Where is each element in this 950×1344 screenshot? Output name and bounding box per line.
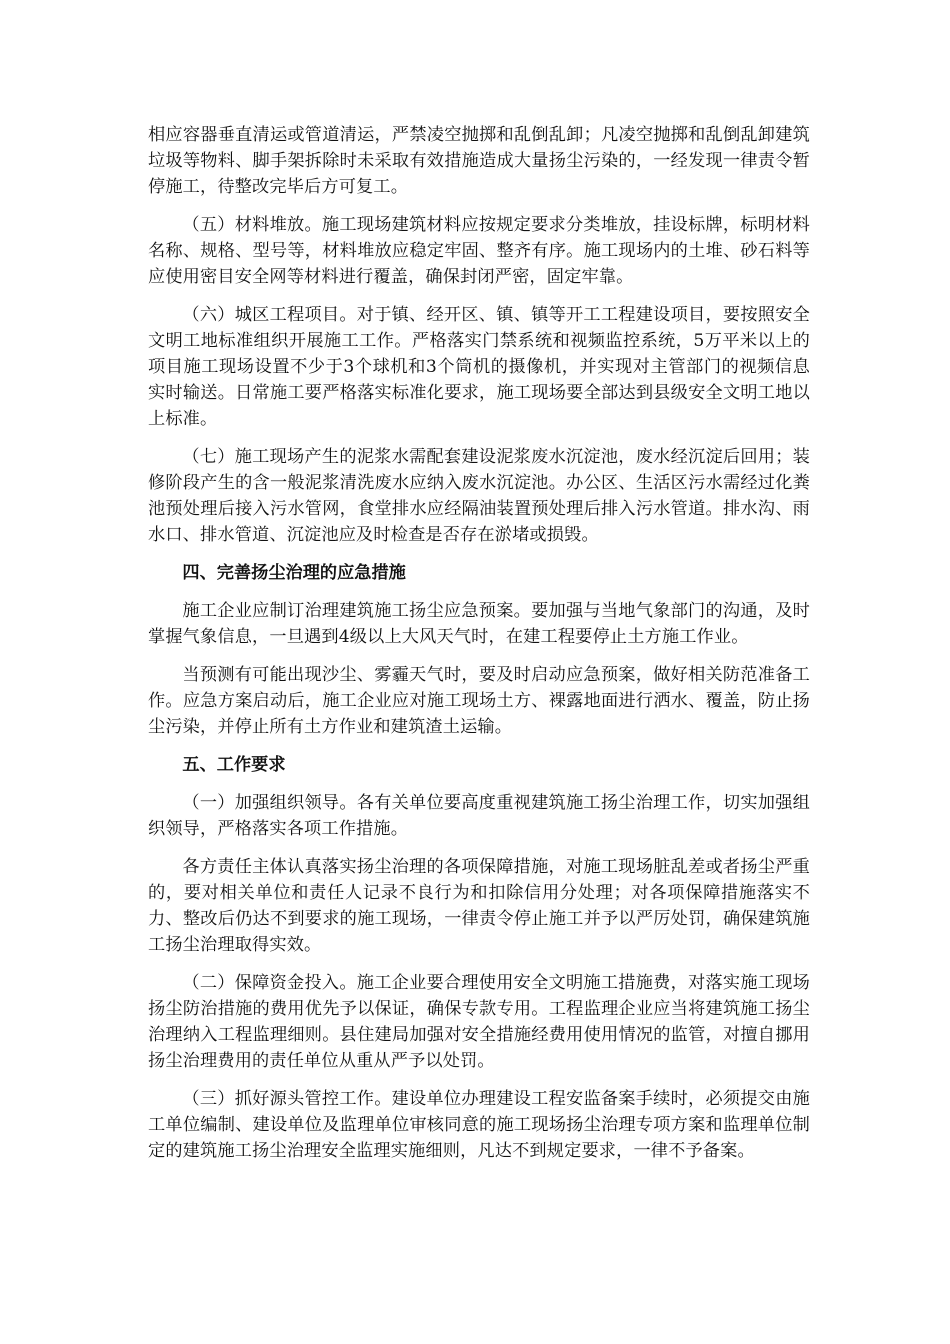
paragraph-emergency-plan: 施工企业应制订治理建筑施工扬尘应急预案。要加强与当地气象部门的沟通，及时掌握气象信息，一旦遇到4级以上大风天气时，在建工程要停止土方施工作业。 <box>148 601 810 647</box>
paragraph-organization-leadership: （一）加强组织领导。各有关单位要高度重视建筑施工扬尘治理工作，切实加强组织领导，严格落实各项工作措施。 <box>148 793 810 839</box>
paragraph-urban-projects: （六）城区工程项目。对于镇、经开区、镇、镇等开工工程建设项目，要按照安全文明工地标准组织开展施工工作。严格落实门禁系统和视频监控系统，5万平米以上的项目施工现场设置不少于3个球机和3个筒机的摄像机，并实现对主管部门的视频信息实时输送。日常施工要严格落实标准化要求，施工现场要全部达到县级安全文明工地以上标准。 <box>148 305 810 429</box>
section-heading-work-requirements: 五、工作要求 <box>182 755 286 775</box>
paragraph-continuation: 相应容器垂直清运或管道清运，严禁凌空抛掷和乱倒乱卸；凡凌空抛掷和乱倒乱卸建筑垃圾等物料、脚手架拆除时未采取有效措施造成大量扬尘污染的，一经发现一律责令暂停施工，待整改完毕后方可复工。 <box>148 125 810 197</box>
document-page <box>148 122 810 1176</box>
paragraph-source-control: （三）抓好源头管控工作。建设单位办理建设工程安监备案手续时，必须提交由施工单位编制、建设单位及监理单位审核同意的施工现场扬尘治理专项方案和监理单位制定的建筑施工扬尘治理安全监理实施细则，凡达不到规定要求，一律不予备案。 <box>148 1089 810 1161</box>
paragraph-responsibility-parties: 各方责任主体认真落实扬尘治理的各项保障措施，对施工现场脏乱差或者扬尘严重的，要对相关单位和责任人记录不良行为和扣除信用分处理；对各项保障措施落实不力、整改后仍达不到要求的施工现场，一律责令停止施工并予以严厉处罚，确保建筑施工扬尘治理取得实效。 <box>148 857 810 955</box>
section-heading-emergency-measures: 四、完善扬尘治理的应急措施 <box>182 563 406 583</box>
paragraph-mud-water: （七）施工现场产生的泥浆水需配套建设泥浆废水沉淀池，废水经沉淀后回用；装修阶段产生的含一般泥浆清洗废水应纳入废水沉淀池。办公区、生活区污水需经过化粪池预处理后接入污水管网，食堂排水应经隔油装置预处理后排入污水管道。排水沟、雨水口、排水管道、沉淀池应及时检查是否存在淤堵或损毁。 <box>148 447 810 545</box>
paragraph-funding: （二）保障资金投入。施工企业要合理使用安全文明施工措施费，对落实施工现场扬尘防治措施的费用优先予以保证，确保专款专用。工程监理企业应当将建筑施工扬尘治理纳入工程监理细则。县住建局加强对安全措施经费用使用情况的监管，对擅自挪用扬尘治理费用的责任单位从重从严予以处罚。 <box>148 973 810 1071</box>
paragraph-sandstorm-response: 当预测有可能出现沙尘、雾霾天气时，要及时启动应急预案，做好相关防范准备工作。应急方案启动后，施工企业应对施工现场土方、裸露地面进行洒水、覆盖，防止扬尘污染，并停止所有土方作业和建筑渣土运输。 <box>148 665 810 737</box>
paragraph-material-stacking: （五）材料堆放。施工现场建筑材料应按规定要求分类堆放，挂设标牌，标明材料名称、规格、型号等，材料堆放应稳定牢固、整齐有序。施工现场内的土堆、砂石料等应使用密目安全网等材料进行覆盖，确保封闭严密，固定牢靠。 <box>148 215 810 287</box>
